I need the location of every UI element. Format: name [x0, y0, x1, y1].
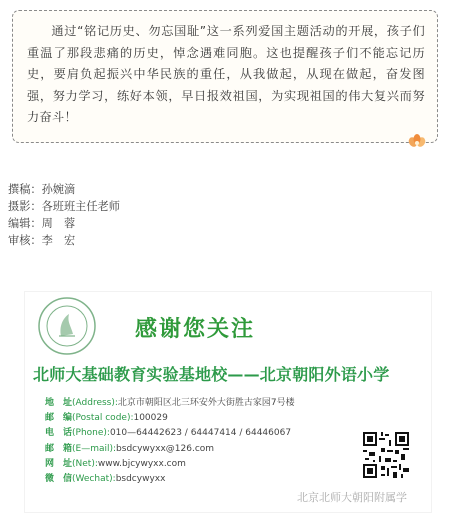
contact-label-en: (Address):	[72, 398, 118, 408]
contact-label-en: (Wechat):	[72, 474, 116, 485]
flower-decoration-icon	[407, 132, 427, 148]
contact-label: 邮 编	[45, 413, 73, 424]
credit-author: 撰稿：孙婉滴	[8, 183, 76, 196]
contact-email	[45, 442, 295, 457]
contact-value: www.bjcywyxx.com	[97, 458, 186, 469]
school-seal-logo	[37, 296, 97, 356]
watermark-text: 北京北师大朝阳附属学	[297, 491, 407, 504]
contact-label-en: (E—mail):	[72, 443, 117, 454]
thanks-title: 感谢您关注	[135, 316, 256, 342]
credit-reviewer: 审核：李 宏	[8, 234, 76, 247]
quote-box	[12, 10, 438, 143]
contact-phone	[45, 426, 295, 441]
contact-label-en: (Net):	[72, 458, 98, 469]
contact-label-en: (Postal code):	[72, 413, 134, 424]
contact-value: 100029	[133, 413, 168, 424]
contact-wechat	[45, 472, 295, 487]
credits-block	[8, 181, 120, 249]
school-contact-banner	[24, 291, 432, 513]
contact-label: 网 址	[45, 458, 73, 469]
contact-label: 邮 箱	[45, 443, 73, 454]
contact-label: 地 址	[45, 398, 73, 408]
contact-value: bsdcywyxx@126.com	[116, 443, 215, 454]
credit-editor: 编辑：周 蓉	[8, 217, 76, 230]
contact-website	[45, 457, 295, 472]
school-name: 北师大基础教育实验基地校——北京朝阳外语小学	[33, 365, 390, 384]
contact-label: 微 信	[45, 474, 73, 485]
contact-postal	[45, 411, 295, 426]
contact-label-en: (Phone):	[72, 428, 110, 439]
contact-address	[45, 396, 295, 411]
contact-value: 北京市朝阳区北三环安外大街胜古家园7号楼	[117, 398, 295, 408]
quote-text: 通过“铭记历史、勿忘国耻”这一系列爱国主题活动的开展，孩子们重温了那段悲痛的历史，悼念遇难同胞。这也提醒孩子们不能忘记历史，要肩负起振兴中华民族的重任，从我做起，从现在做起，奋发图强，努力学习，练好本领，早日报效祖国，为实现祖国的伟大复兴而努力奋斗！	[27, 24, 425, 124]
qr-code-icon	[361, 430, 411, 480]
contact-label: 电 话	[45, 428, 73, 439]
contact-value: 010—64442623 / 64447414 / 64446067	[109, 428, 292, 439]
contact-list	[45, 396, 295, 487]
credit-photography: 摄影：各班班主任老师	[8, 200, 120, 213]
contact-value: bsdcywyxx	[115, 474, 166, 485]
